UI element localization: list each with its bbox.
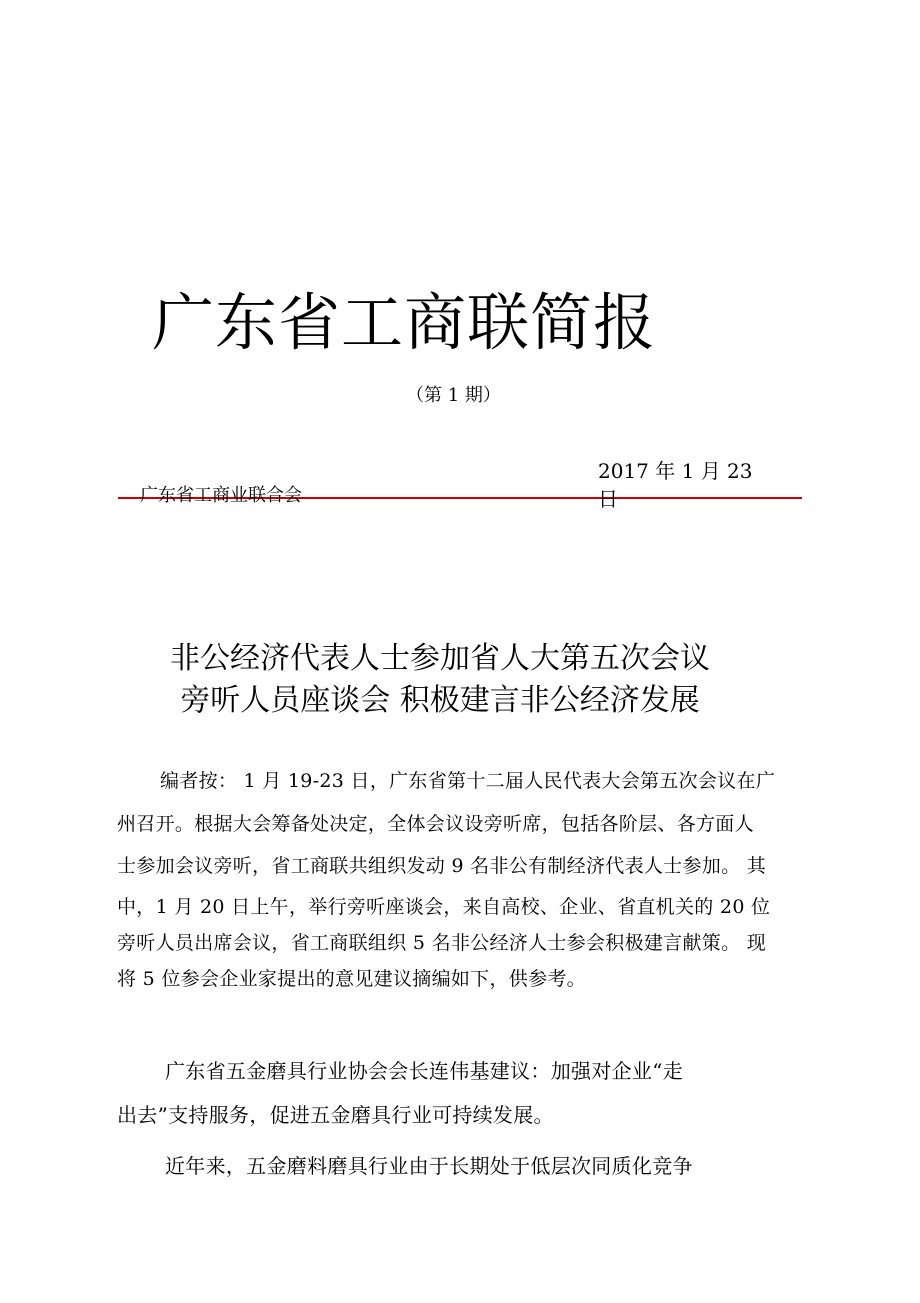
issue-date-line-1: 2017 年 1 月 23 <box>598 459 753 483</box>
masthead-title: 广东省工商联简报 <box>152 286 657 359</box>
editor-note-line: 旁听人员出席会议，省工商联组织 5 名非公经济人士参会积极建言献策。 现 <box>117 932 767 954</box>
organization-name: 广东省工商业联合会 <box>140 485 302 506</box>
section-heading-line: 广东省五金磨具行业协会会长连伟基建议：加强对企业“走 <box>165 1059 684 1083</box>
editor-note-line: 士参加会议旁听，省工商联共组织发动 9 名非公有制经济代表人士参加。 其 <box>117 855 767 877</box>
section-heading-line: 出去”支持服务，促进五金磨具行业可持续发展。 <box>117 1103 554 1127</box>
article-title-line-1: 非公经济代表人士参加省人大第五次会议 <box>170 641 710 676</box>
editor-note-line: 将 5 位参会企业家提出的意见建议摘编如下，供参考。 <box>117 968 586 990</box>
editor-note-line: 州召开。根据大会筹备处决定，全体会议设旁听席，包括各阶层、各方面人 <box>117 813 754 835</box>
issue-date <box>598 457 768 513</box>
editor-note-line: 编者按： 1 月 19-23 日，广东省第十二届人民代表大会第五次会议在广 <box>160 770 776 792</box>
body-paragraph-line: 近年来，五金磨料磨具行业由于长期处于低层次同质化竞争 <box>165 1154 693 1178</box>
issue-number: （第 1 期） <box>406 385 501 406</box>
article-title-line-2: 旁听人员座谈会 积极建言非公经济发展 <box>180 683 700 718</box>
editor-note-line: 中，1 月 20 日上午，举行旁听座谈会，来自高校、企业、省直机关的 20 位 <box>117 896 771 918</box>
issue-date-line-2: 日 <box>598 487 618 511</box>
